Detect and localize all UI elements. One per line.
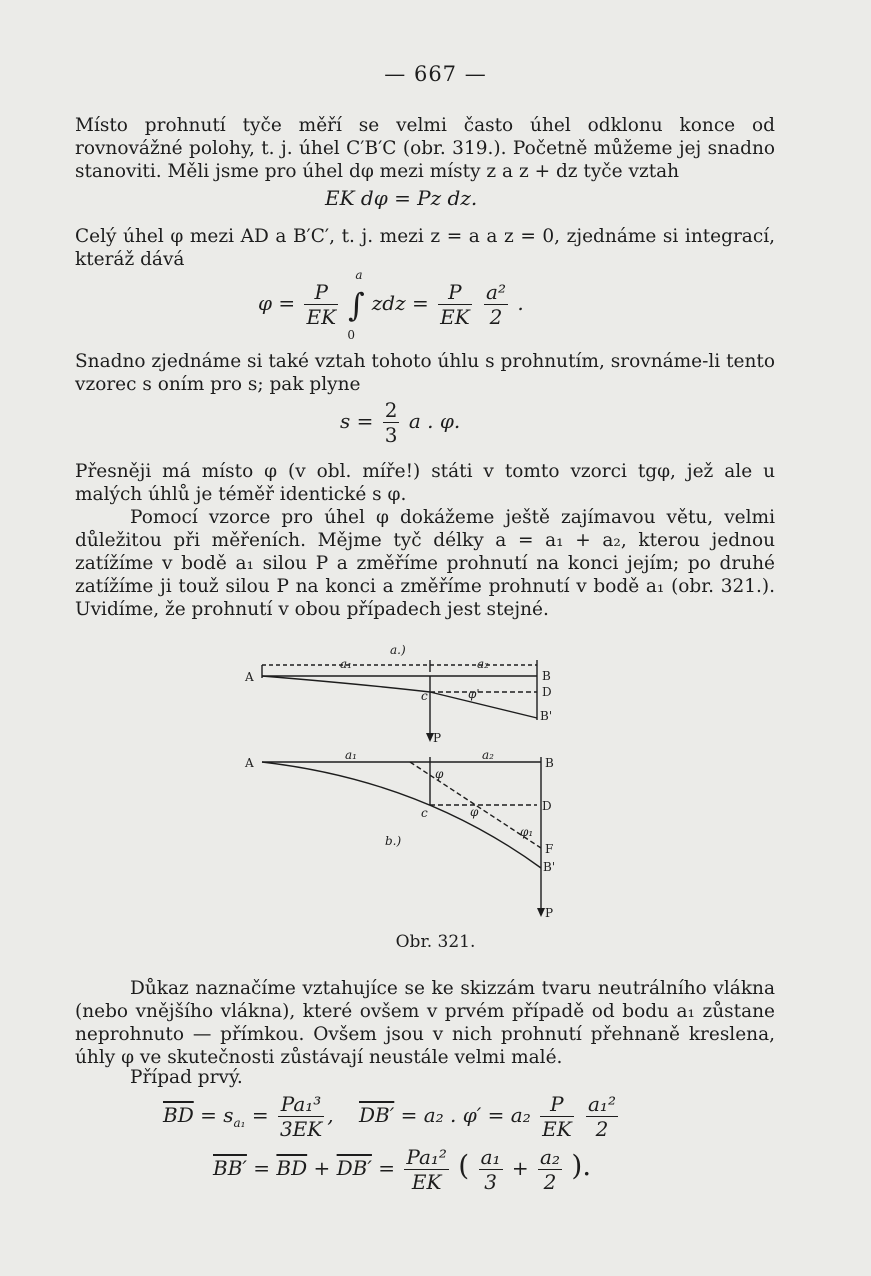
fig-b-Bp: B' [543,860,556,874]
eq5-frac-2 [479,1145,503,1194]
eq5-eq1: = [253,1156,271,1180]
eq3-rhs: a . φ. [408,409,461,433]
eq5-f1-den: EK [411,1170,442,1194]
eq4-frac-3 [586,1092,618,1141]
eq5-frac-1 [404,1145,449,1194]
eq5-f2-num: a₁ [480,1145,501,1169]
eq2-f1-num: P [304,280,338,305]
fig-a-curve [262,676,430,692]
fig-b-phi2: φ [470,805,479,819]
eq3-lhs: s = [340,409,374,433]
eq2-f3-den: 2 [489,305,503,329]
eq4-f1-num: Pa₁³ [278,1092,324,1117]
fig-a-straight [430,692,537,718]
eq4-sub: a₁ [233,1116,246,1130]
eq5-f1-num: Pa₁² [406,1145,447,1169]
equation-5 [213,1145,591,1194]
eq2-f3-num: a² [486,280,506,304]
eq5-bbp: BB′ [213,1156,247,1180]
eq4-dbp: DB′ [359,1103,395,1127]
eq5-f3-num: a₂ [540,1145,560,1169]
eq2-int-sign: ∫ [348,285,365,324]
fig-b-a1: a₁ [345,748,357,762]
paragraph-3: Snadno zjednáme si také vztah tohoto úhlu s prohnutím, srovnáme-li tento vzorec s oním pro s; pak plyne [75,351,775,395]
fig-a-B: B [542,669,551,683]
eq5-rpar: ). [571,1149,592,1182]
page-number: — 667 — [384,62,487,86]
eq4-eq-a: = s [200,1103,234,1127]
eq5-eq2: = [378,1156,396,1180]
eq2-f2-den: EK [440,305,470,329]
fig-a-phi: φ' [468,687,480,701]
eq2-int-upper: a [355,267,363,282]
paragraph-7: Případ prvý. [130,1067,243,1088]
eq2-lhs: φ = [258,291,296,315]
fig-b-D: D [542,799,552,813]
eq5-plus: + [313,1156,331,1180]
eq5-dbp: DB′ [336,1156,372,1180]
eq4-eq-b: = [251,1103,269,1127]
eq5-bd: $\overline{BD}$ [276,1156,308,1180]
eq5-f2-den: 3 [484,1170,497,1194]
eq3-den: 3 [384,423,398,447]
eq2-integrand: zdz = [371,291,429,315]
fig-a-label: a.) [390,643,406,657]
eq5-lpar: ( [458,1149,470,1182]
eq4-f2-num: P [540,1092,574,1117]
fig-b-a2: a₂ [482,748,494,762]
fig-b-phi: φ [435,767,444,781]
eq2-int-lower: 0 [347,327,356,342]
eq4-bd: $\overline{BD}$ [163,1103,194,1127]
eq4-rhs: = a₂ . φ′ = a₂ [400,1103,531,1127]
fig-a-P: P [433,731,442,745]
figure-caption: Obr. 321. [395,932,476,952]
fig-a-a2: a₂ [477,657,489,671]
eq4-frac-2 [540,1092,574,1141]
fig-a-A: A [245,670,254,684]
fig-b-curve [262,762,541,868]
fig-b-P: P [545,906,554,920]
eq3-num: 2 [384,398,398,422]
paragraph-1: Místo prohnutí tyče měří se velmi často úhel odklonu konce od rovnovážné polohy, t. j. úhel C′B′C (obr. 319.). Početně můžeme jej snadno stanoviti. Měli jsme pro úhel dφ mezi místy z a z + dz tyče vztah [75,115,775,182]
eq5-f3-den: 2 [543,1170,557,1194]
equation-1: EK dφ = Pz dz. [325,186,478,210]
fig-a-C: c [421,689,428,703]
paragraph-6: Důkaz naznačíme vztahujíce se ke skizzám tvaru neutrálního vlákna (nebo vnějšího vlákna), které ovšem v prvém případě od bodu a₁ zůstane neprohnuto — přímkou. Ovšem jsou v nich prohnutí přehnaně kreslena, úhly φ ve skutečnosti zůstávají neustále velmi malé. [75,978,775,1068]
fig-b-arrow [537,908,545,917]
fig-b-F: F [545,842,554,856]
fig-b-A: A [245,756,254,770]
eq2-end: . [517,291,524,315]
fig-a-D: D [542,685,552,699]
eq4-f3-den: 2 [595,1117,609,1141]
paragraph-5: Pomocí vzorce pro úhel φ dokážeme ještě zajímavou větu, velmi důležitou při měřeních. Mějme tyč délky a = a₁ + a₂, kterou jednou zatížíme v bodě a₁ silou P a změříme prohnutí na konci jejím; po druhé zatížíme ji touž silou P na konci a změříme prohnutí v bodě a₁ (obr. 321.). Uvidíme, že prohnutí v obou případech jest stejné. [75,507,775,620]
eq4-f1-den: 3EK [279,1117,323,1141]
eq4-frac-1 [278,1092,324,1141]
paragraph-2: Celý úhel φ mezi AD a B′C′, t. j. mezi z = a a z = 0, zjednáme si integrací, kteráž dává [75,226,775,270]
eq2-f2-num: P [438,280,472,305]
eq4-comma: , [327,1103,334,1127]
eq5-frac-3 [538,1145,562,1194]
fig-b-label: b.) [385,834,402,848]
fig-a-Bp: B' [540,709,553,723]
equation-4 [163,1092,621,1141]
fig-b-B: B [545,756,554,770]
eq5-plus2: + [511,1156,529,1180]
fig-b-phi1: φ₁ [520,825,534,839]
paragraph-4: Přesněji má místo φ (v obl. míře!) státi v tomto vzorci tgφ, jež ale u malých úhlů je téměř identické s φ. [75,461,775,505]
eq4-f2-den: EK [542,1117,572,1141]
eq2-f1-den: EK [306,305,337,329]
fig-b-C: c [421,806,428,820]
eq4-f3-num: a₁² [588,1092,616,1116]
fig-a-a1: a₁ [340,657,352,671]
